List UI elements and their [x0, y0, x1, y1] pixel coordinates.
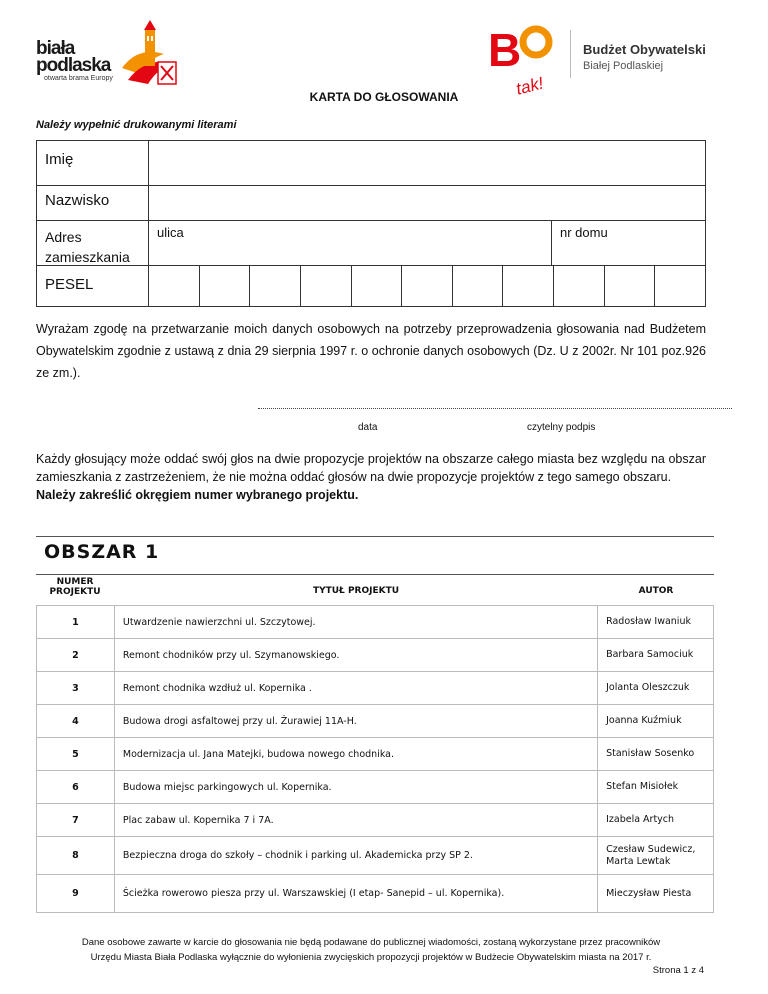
instruction-text: Należy wypełnić drukowanymi literami	[36, 119, 237, 131]
section-divider-bottom	[36, 574, 714, 575]
obszar-heading: OBSZAR 1	[44, 541, 160, 563]
svg-text:B: B	[488, 24, 522, 76]
project-author: Barbara Samociuk	[598, 639, 714, 672]
pesel-digit-box[interactable]	[200, 266, 251, 306]
project-row	[37, 738, 714, 771]
project-row	[37, 606, 714, 639]
bo-subtitle: Białej Podlaskiej	[583, 60, 664, 72]
project-title: Remont chodnika wzdłuż ul. Kopernika .	[114, 672, 597, 705]
project-author: Mieczysław Piesta	[598, 875, 714, 913]
project-number[interactable]: 3	[37, 672, 115, 705]
project-title: Bezpieczna droga do szkoły – chodnik i parking ul. Akademicka przy SP 2.	[114, 837, 597, 875]
project-author: Stanisław Sosenko	[598, 738, 714, 771]
pesel-digit-box[interactable]	[402, 266, 453, 306]
project-author: Joanna Kuźmiuk	[598, 705, 714, 738]
project-number[interactable]: 5	[37, 738, 115, 771]
project-title: Ścieżka rowerowo piesza przy ul. Warszawskiej (I etap- Sanepid – ul. Kopernika).	[114, 875, 597, 913]
imie-row	[37, 141, 705, 186]
project-row	[37, 705, 714, 738]
project-number[interactable]: 7	[37, 804, 115, 837]
project-title: Plac zabaw ul. Kopernika 7 i 7A.	[114, 804, 597, 837]
pesel-digit-box[interactable]	[250, 266, 301, 306]
pesel-digit-box[interactable]	[554, 266, 605, 306]
voting-info-text: Każdy głosujący może oddać swój głos na dwie propozycje projektów na obszarze całego miasta bez względu na obszar zamieszkania z zastrzeżeniem, że nie można oddać głosów na dwie propozycje projektów z tego samego obszaru.	[36, 452, 706, 484]
pesel-digit-boxes	[149, 266, 705, 306]
pesel-label: PESEL	[37, 266, 149, 306]
project-row	[37, 771, 714, 804]
project-author: Izabela Artych	[598, 804, 714, 837]
project-row	[37, 804, 714, 837]
voting-instruction-bold: Należy zakreślić okręgiem numer wybranego projektu.	[36, 488, 359, 502]
adres-fields	[149, 221, 705, 265]
project-number[interactable]: 8	[37, 837, 115, 875]
nazwisko-field[interactable]	[149, 186, 705, 220]
page-number: Strona 1 z 4	[652, 965, 704, 976]
projects-table-header	[36, 576, 714, 606]
project-row	[37, 639, 714, 672]
pesel-digit-box[interactable]	[301, 266, 352, 306]
project-row	[37, 837, 714, 875]
signature-line[interactable]	[258, 408, 732, 409]
nazwisko-label: Nazwisko	[37, 186, 149, 220]
biala-podlaska-wordmark: biała podlaska	[36, 38, 111, 76]
nr-domu-label: nr domu	[560, 225, 608, 240]
biala-podlaska-logo	[36, 18, 176, 90]
project-title: Modernizacja ul. Jana Matejki, budowa nowego chodnika.	[114, 738, 597, 771]
tower-emblem-icon	[118, 18, 178, 88]
project-number[interactable]: 2	[37, 639, 115, 672]
voting-info	[36, 450, 706, 504]
header-project-number: NUMER PROJEKTU	[49, 577, 101, 597]
project-row	[37, 875, 714, 913]
imie-label: Imię	[37, 141, 149, 185]
project-row	[37, 672, 714, 705]
pesel-row	[37, 266, 705, 306]
projects-table	[36, 605, 714, 913]
project-number[interactable]: 9	[37, 875, 115, 913]
project-title: Budowa miejsc parkingowych ul. Kopernika.	[114, 771, 597, 804]
project-number[interactable]: 6	[37, 771, 115, 804]
pesel-digit-box[interactable]	[655, 266, 705, 306]
project-title: Budowa drogi asfaltowej przy ul. Żurawiej 11A-H.	[114, 705, 597, 738]
project-title: Utwardzenie nawierzchni ul. Szczytowej.	[114, 606, 597, 639]
logo-divider	[570, 30, 571, 78]
project-number[interactable]: 1	[37, 606, 115, 639]
nazwisko-row	[37, 186, 705, 221]
project-title: Remont chodników przy ul. Szymanowskiego.	[114, 639, 597, 672]
signature-label: czytelny podpis	[527, 422, 596, 433]
page-title: KARTA DO GŁOSOWANIA	[309, 90, 459, 104]
adres-separator	[551, 221, 552, 265]
project-author: Czesław Sudewicz, Marta Lewtak	[598, 837, 714, 875]
ulica-label: ulica	[157, 225, 184, 240]
project-author: Jolanta Oleszczuk	[598, 672, 714, 705]
biala-podlaska-tagline: otwarta brama Europy	[44, 75, 113, 82]
budzet-obywatelski-logo	[488, 20, 728, 100]
adres-row	[37, 221, 705, 266]
voter-data-form	[36, 140, 706, 307]
bo-tak-logo-icon	[488, 20, 558, 100]
project-author: Radosław Iwaniuk	[598, 606, 714, 639]
header-project-author: AUTOR	[638, 586, 674, 596]
project-number[interactable]: 4	[37, 705, 115, 738]
date-label: data	[358, 422, 378, 433]
project-author: Stefan Misiołek	[598, 771, 714, 804]
bo-title: Budżet Obywatelski	[583, 42, 706, 57]
pesel-digit-box[interactable]	[605, 266, 656, 306]
svg-text:tak!: tak!	[514, 73, 546, 99]
consent-text: Wyrażam zgodę na przetwarzanie moich danych osobowych na potrzeby przeprowadzenia głosowania nad Budżetem Obywatelskim zgodnie z ustawą z dnia 29 sierpnia 1997 r. o ochronie danych osobowych (Dz. U z 2002r. Nr 101 poz.926 ze zm.).	[36, 322, 706, 380]
header-project-title: TYTUŁ PROJEKTU	[312, 586, 400, 596]
imie-field[interactable]	[149, 141, 705, 185]
section-divider-top	[36, 536, 714, 537]
pesel-digit-box[interactable]	[503, 266, 554, 306]
pesel-digit-box[interactable]	[149, 266, 200, 306]
footer-note: Dane osobowe zawarte w karcie do głosowania nie będą podawane do publicznej wiadomości, zostaną wykorzystane przez pracowników Urzędu Miasta Biała Podlaska wyłącznie do wyłonienia zwycięskich propozycji projektów w Budżecie Obywatelskim miasta na 2017 r.	[81, 937, 661, 963]
pesel-digit-box[interactable]	[453, 266, 504, 306]
adres-label: Adres zamieszkania	[37, 221, 149, 265]
pesel-digit-box[interactable]	[352, 266, 403, 306]
